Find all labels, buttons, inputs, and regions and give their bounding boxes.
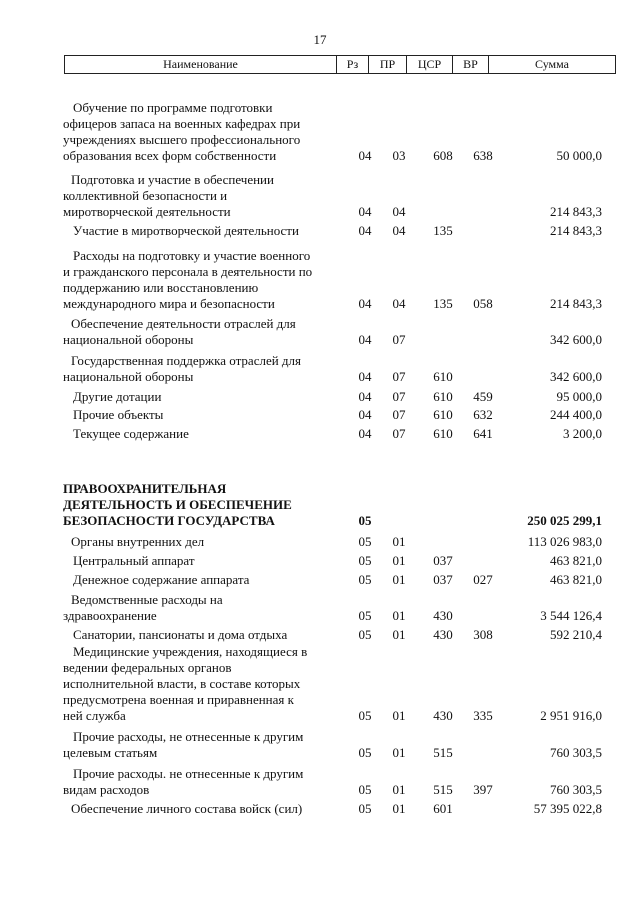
row-name: Обучение по программе подготовки офицеров запаса на военных кафедрах при учреждениях высшего профессионального образования всех форм собственности bbox=[63, 100, 301, 163]
row-pr: 01 bbox=[392, 572, 406, 587]
row-pr: 01 bbox=[392, 627, 406, 642]
row-pr: 01 bbox=[392, 608, 406, 623]
row-rz: 04 bbox=[358, 223, 372, 238]
row-sum: 342 600,0 bbox=[550, 369, 602, 384]
row-csr: 515 bbox=[433, 782, 453, 797]
row-vr: 335 bbox=[473, 708, 493, 723]
row-rz: 04 bbox=[358, 204, 372, 219]
row-csr: 608 bbox=[433, 148, 453, 163]
table-row bbox=[0, 353, 640, 385]
row-csr: 610 bbox=[433, 426, 453, 441]
table-row bbox=[0, 627, 640, 643]
section-heading: ПРАВООХРАНИТЕЛЬНАЯ ДЕЯТЕЛЬНОСТЬ И ОБЕСПЕЧЕНИЕ БЕЗОПАСНОСТИ ГОСУДАРСТВА bbox=[63, 481, 292, 528]
row-sum: 3 544 126,4 bbox=[540, 608, 602, 623]
row-rz: 04 bbox=[358, 407, 372, 422]
row-name: Санатории, пансионаты и дома отдыха bbox=[73, 627, 288, 642]
row-rz: 05 bbox=[358, 782, 372, 797]
row-pr: 04 bbox=[392, 296, 406, 311]
row-rz: 05 bbox=[358, 801, 372, 816]
row-rz: 05 bbox=[358, 572, 372, 587]
table-row bbox=[0, 644, 640, 724]
row-rz: 04 bbox=[358, 426, 372, 441]
row-csr: 610 bbox=[433, 389, 453, 404]
row-vr: 058 bbox=[473, 296, 493, 311]
row-name: Денежное содержание аппарата bbox=[73, 572, 250, 587]
row-pr: 04 bbox=[392, 223, 406, 238]
row-vr: 027 bbox=[473, 572, 493, 587]
page-number: 17 bbox=[313, 32, 327, 47]
section-heading-row bbox=[0, 481, 640, 529]
table-row bbox=[0, 426, 640, 442]
row-rz: 05 bbox=[358, 627, 372, 642]
table-row bbox=[0, 407, 640, 423]
row-vr: 397 bbox=[473, 782, 493, 797]
row-rz: 04 bbox=[358, 332, 372, 347]
row-name: Прочие расходы, не отнесенные к другим целевым статьям bbox=[63, 729, 304, 760]
row-sum: 3 200,0 bbox=[563, 426, 602, 441]
row-sum: 342 600,0 bbox=[550, 332, 602, 347]
table-row bbox=[0, 572, 640, 588]
row-csr: 135 bbox=[433, 223, 453, 238]
table-row bbox=[0, 534, 640, 550]
row-sum: 463 821,0 bbox=[550, 572, 602, 587]
row-pr: 01 bbox=[392, 745, 406, 760]
table-row bbox=[0, 729, 640, 761]
row-sum: 760 303,5 bbox=[550, 745, 602, 760]
row-sum: 57 395 022,8 bbox=[533, 801, 602, 816]
row-rz: 05 bbox=[358, 534, 372, 549]
row-name: Расходы на подготовку и участие военного и гражданского персонала в деятельности по поддержанию или восстановлению международного мира и безопасности bbox=[63, 248, 313, 311]
row-sum: 214 843,3 bbox=[550, 296, 602, 311]
row-name: Подготовка и участие в обеспечении коллективной безопасности и миротворческой деятельности bbox=[63, 172, 274, 219]
row-csr: 515 bbox=[433, 745, 453, 760]
row-name: Центральный аппарат bbox=[73, 553, 195, 568]
table-row bbox=[0, 766, 640, 798]
row-pr: 07 bbox=[392, 407, 406, 422]
row-pr: 01 bbox=[392, 553, 406, 568]
header-sum: Сумма bbox=[535, 57, 569, 71]
row-pr: 01 bbox=[392, 708, 406, 723]
row-rz: 05 bbox=[358, 608, 372, 623]
row-sum: 244 400,0 bbox=[550, 407, 602, 422]
row-rz: 04 bbox=[358, 148, 372, 163]
row-name: Участие в миротворческой деятельности bbox=[73, 223, 299, 238]
table-row bbox=[0, 172, 640, 220]
row-pr: 07 bbox=[392, 369, 406, 384]
row-csr: 430 bbox=[433, 608, 453, 623]
row-sum: 214 843,3 bbox=[550, 223, 602, 238]
row-sum: 113 026 983,0 bbox=[527, 534, 602, 549]
row-csr: 610 bbox=[433, 407, 453, 422]
row-rz: 05 bbox=[358, 745, 372, 760]
header-pr: ПР bbox=[369, 56, 407, 73]
table-row bbox=[0, 801, 640, 817]
row-pr: 07 bbox=[392, 332, 406, 347]
row-name: Обеспечение деятельности отраслей для национальной обороны bbox=[63, 316, 296, 347]
table-row bbox=[0, 553, 640, 569]
row-name: Прочие объекты bbox=[73, 407, 164, 422]
row-sum: 214 843,3 bbox=[550, 204, 602, 219]
row-csr: 601 bbox=[433, 801, 453, 816]
row-sum: 463 821,0 bbox=[550, 553, 602, 568]
row-csr: 610 bbox=[433, 369, 453, 384]
header-vr: ВР bbox=[453, 56, 489, 73]
row-name: Медицинские учреждения, находящиеся в ведении федеральных органов исполнительной власти, в составе которых предусмотрена военная и приравненная к ней служба bbox=[63, 644, 308, 723]
row-sum: 760 303,5 bbox=[550, 782, 602, 797]
row-rz: 05 bbox=[358, 708, 372, 723]
row-vr: 638 bbox=[473, 148, 493, 163]
row-sum: 95 000,0 bbox=[556, 389, 602, 404]
row-csr: 135 bbox=[433, 296, 453, 311]
row-vr: 459 bbox=[473, 389, 493, 404]
row-csr: 430 bbox=[433, 708, 453, 723]
row-pr: 01 bbox=[392, 782, 406, 797]
row-name: Государственная поддержка отраслей для национальной обороны bbox=[63, 353, 302, 384]
row-rz: 04 bbox=[358, 389, 372, 404]
row-csr: 037 bbox=[433, 572, 453, 587]
table-row bbox=[0, 223, 640, 239]
header-rz: Рз bbox=[337, 56, 369, 73]
row-pr: 03 bbox=[392, 148, 406, 163]
row-csr: 037 bbox=[433, 553, 453, 568]
row-sum: 50 000,0 bbox=[556, 148, 602, 163]
row-rz: 04 bbox=[358, 369, 372, 384]
row-vr: 632 bbox=[473, 407, 493, 422]
table-row bbox=[0, 389, 640, 405]
row-vr: 641 bbox=[473, 426, 493, 441]
row-name: Органы внутренних дел bbox=[71, 534, 205, 549]
row-rz: 05 bbox=[358, 513, 372, 528]
row-rz: 05 bbox=[358, 553, 372, 568]
row-name: Текущее содержание bbox=[73, 426, 189, 441]
row-sum: 250 025 299,1 bbox=[527, 513, 602, 528]
table-header bbox=[64, 55, 616, 74]
row-name: Ведомственные расходы на здравоохранение bbox=[63, 592, 223, 623]
row-name: Другие дотации bbox=[73, 389, 162, 404]
row-sum: 592 210,4 bbox=[550, 627, 602, 642]
row-name: Прочие расходы. не отнесенные к другим видам расходов bbox=[63, 766, 304, 797]
header-csr: ЦСР bbox=[407, 56, 453, 73]
row-pr: 07 bbox=[392, 389, 406, 404]
table-row bbox=[0, 592, 640, 624]
row-pr: 07 bbox=[392, 426, 406, 441]
row-rz: 04 bbox=[358, 296, 372, 311]
table-row bbox=[0, 100, 640, 164]
row-pr: 01 bbox=[392, 801, 406, 816]
row-csr: 430 bbox=[433, 627, 453, 642]
header-name: Наименование bbox=[65, 56, 337, 73]
row-pr: 04 bbox=[392, 204, 406, 219]
row-sum: 2 951 916,0 bbox=[540, 708, 602, 723]
row-vr: 308 bbox=[473, 627, 493, 642]
row-name: Обеспечение личного состава войск (сил) bbox=[71, 801, 303, 816]
row-pr: 01 bbox=[392, 534, 406, 549]
table-row bbox=[0, 248, 640, 312]
table-row bbox=[0, 316, 640, 348]
